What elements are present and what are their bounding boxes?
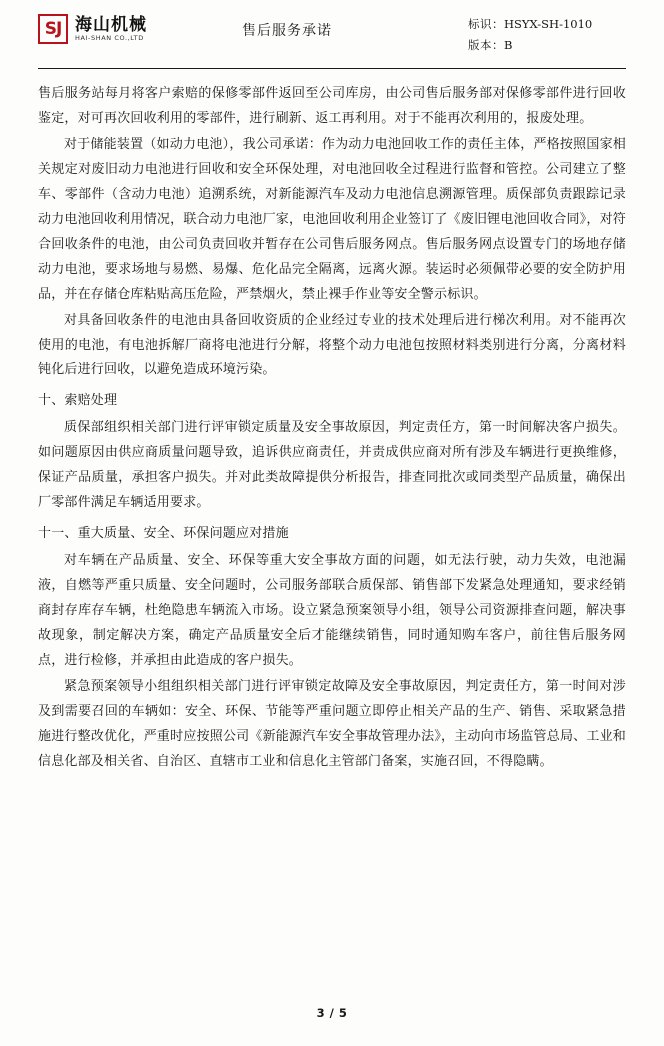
document-meta (468, 14, 626, 57)
paragraph: 紧急预案领导小组组织相关部门进行评审锁定故障及安全事故原因，判定责任方，第一时间对涉及到需要召回的车辆如：安全、环保、节能等严重问题立即停止相关产品的生产、销售、采取紧急措施进行整改优化，严重时应按照公司《新能源汽车安全事故管理办法》，主动向市场监管总局、工业和信息化部及相关省、自治区、直辖市工业和信息化主管部门备案，实施召回，不得隐瞒。 (38, 678, 626, 769)
doc-code-row (468, 14, 626, 35)
logo-text (75, 16, 147, 43)
paragraph: 对具备回收条件的电池由具备回收资质的企业经过专业的技术处理后进行梯次利用。对不能再次使用的电池，有电池拆解厂商将电池进行分解，将整个动力电池包按照材料类别进行分离，分离材料钝化后进行回收，以避免造成环境污染。 (38, 312, 626, 378)
doc-version-row (468, 35, 626, 56)
header-divider (38, 68, 626, 69)
logo-name-cn: 海山机械 (75, 14, 147, 35)
page-header (38, 0, 626, 62)
paragraph: 对车辆在产品质量、安全、环保等重大安全事故方面的问题，如无法行驶，动力失效，电池漏液，自燃等严重只质量、安全问题时，公司服务部联合质保部、销售部下发紧急处理通知，要求经销商封存库存车辆，杜绝隐患车辆流入市场。设立紧急预案领导小组，领导公司资源排查问题，解决事故现象，制定解决方案，确定产品质量安全后才能继续销售，同时通知购车客户，前往售后服务网点，进行检修，并承担由此造成的客户损失。 (38, 553, 626, 668)
doc-version-label: 版本： (468, 38, 504, 53)
section-heading: 十一、重大质量、安全、环保问题应对措施 (38, 526, 289, 542)
document-title: 售后服务承诺 (242, 23, 332, 39)
doc-code-label: 标识： (468, 17, 504, 31)
paragraph: 质保部组织相关部门进行评审锁定质量及安全事故原因，判定责任方，第一时间解决客户损失。如问题原因由供应商质量问题导致，追诉供应商责任，并责成供应商对所有涉及车辆进行更换维修，保证产品质量，承担客户损失。并对此类故障提供分析报告，排查同批次或同类型产品质量，确保出厂零部件满足车辆适用要求。 (38, 420, 626, 511)
logo-name-en: HAI-SHAN CO.,LTD (75, 34, 144, 43)
doc-version-value: B (504, 38, 513, 53)
company-logo (38, 14, 228, 44)
paragraph: 售后服务站每月将客户索赔的保修零部件返回至公司库房，由公司售后服务部对保修零部件进行回收鉴定，对可再次回收利用的零部件，进行刷新、返工再利用。对于不能再次利用的，报废处理。 (38, 86, 626, 126)
document-body (38, 62, 626, 775)
paragraph: 对于储能装置（如动力电池），我公司承诺：作为动力电池回收工作的责任主体，严格按照国家相关规定对废旧动力电池进行回收和安全环保处理，对电池回收全过程进行监督和管控。公司建立了整车、零部件（含动力电池）追溯系统，对新能源汽车及动力电池信息溯源管理。质保部负责跟踪记录动力电池回收利用情况，联合动力电池厂家，电池回收利用企业签订了《废旧锂电池回收合同》，对符合回收条件的电池，由公司负责回收并暂存在公司售后服务网点。售后服务网点设置专门的场地存储动力电池，要求场地与易燃、易爆、危化品完全隔离，远离火源。装运时必须佩带必要的安全防护用品，并在存储仓库粘贴高压危险，严禁烟火，禁止裸手作业等安全警示标识。 (38, 136, 626, 302)
page-number: 3 / 5 (316, 1006, 348, 1020)
logo-mark-icon: SJ (38, 14, 68, 44)
doc-code-value: HSYX-SH-1010 (504, 17, 593, 31)
section-heading: 十、索赔处理 (38, 393, 118, 409)
